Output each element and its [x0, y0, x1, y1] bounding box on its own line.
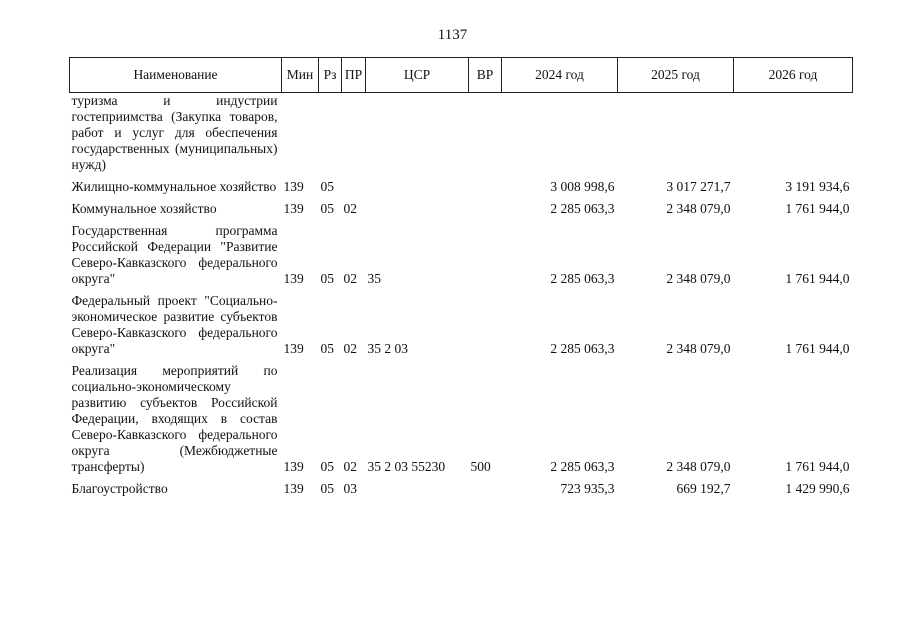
row-csr — [366, 201, 469, 223]
row-name: Благоустройство — [71, 481, 168, 496]
row-rz: 05 — [320, 179, 334, 194]
row-vr — [469, 481, 502, 503]
row-min: 139 — [283, 481, 304, 496]
table-header — [70, 58, 853, 93]
row-vr — [469, 223, 502, 293]
table-row — [70, 179, 853, 201]
table-row — [70, 223, 853, 293]
row-2025 — [618, 93, 734, 180]
row-2024 — [502, 93, 618, 180]
row-2024: 2 285 063,3 — [550, 201, 615, 216]
row-rz: 05 — [320, 201, 334, 216]
row-name: туризма и индустрии гостеприимства (Закупка товаров, работ и услуг для обеспечения государственных (муниципальных) нужд) — [71, 93, 278, 172]
row-csr — [366, 481, 469, 503]
row-2026 — [734, 93, 853, 180]
row-2025: 669 192,7 — [676, 481, 731, 496]
row-2026: 3 191 934,6 — [785, 179, 850, 194]
row-rz: 05 — [320, 341, 334, 356]
row-2025: 2 348 079,0 — [666, 201, 731, 216]
row-min: 139 — [283, 459, 304, 474]
header-min: Мин — [282, 58, 319, 93]
row-2026: 1 761 944,0 — [785, 459, 850, 474]
row-2024: 2 285 063,3 — [550, 271, 615, 286]
row-csr: 35 2 03 — [367, 341, 408, 356]
row-csr — [366, 179, 469, 201]
row-name: Жилищно-коммунальное хозяйство — [71, 179, 277, 194]
row-vr — [469, 201, 502, 223]
row-pr: 02 — [343, 459, 357, 474]
row-name: Федеральный проект "Социально-экономическое развитие субъектов Северо-Кавказского федерального округа" — [71, 293, 278, 356]
row-2024: 3 008 998,6 — [550, 179, 615, 194]
row-2026: 1 761 944,0 — [785, 201, 850, 216]
row-rz — [319, 93, 342, 180]
header-2025: 2025 год — [618, 58, 734, 93]
row-min — [282, 93, 319, 180]
row-name: Коммунальное хозяйство — [71, 201, 217, 216]
row-vr — [469, 179, 502, 201]
row-rz: 05 — [320, 459, 334, 474]
header-vr: ВР — [469, 58, 502, 93]
row-vr — [469, 93, 502, 180]
row-csr: 35 2 03 55230 — [367, 459, 446, 474]
row-vr: 500 — [470, 459, 491, 474]
row-name: Реализация мероприятий по социально-экономическому развитию субъектов Российской Федерации, входящих в состав Северо-Кавказского федерального округа (Межбюджетные трансферты) — [71, 363, 278, 474]
row-min: 139 — [283, 179, 304, 194]
row-rz: 05 — [320, 481, 334, 496]
row-2025: 2 348 079,0 — [666, 341, 731, 356]
row-min: 139 — [283, 271, 304, 286]
header-2026: 2026 год — [734, 58, 853, 93]
table-row — [70, 481, 853, 503]
row-2024: 2 285 063,3 — [550, 459, 615, 474]
page-number: 1137 — [437, 27, 468, 43]
row-pr — [342, 179, 366, 201]
row-2026: 1 761 944,0 — [785, 341, 850, 356]
row-2024: 723 935,3 — [560, 481, 615, 496]
row-min: 139 — [283, 341, 304, 356]
row-2025: 3 017 271,7 — [666, 179, 731, 194]
header-csr: ЦСР — [366, 58, 469, 93]
table-row — [70, 363, 853, 481]
header-pr: ПР — [342, 58, 366, 93]
table-row — [70, 293, 853, 363]
row-pr — [342, 93, 366, 180]
row-vr — [469, 293, 502, 363]
table-row — [70, 93, 853, 180]
row-pr: 02 — [343, 201, 357, 216]
header-rz: Рз — [319, 58, 342, 93]
row-csr: 35 — [367, 271, 381, 286]
row-pr: 02 — [343, 341, 357, 356]
row-pr: 03 — [343, 481, 357, 496]
budget-table — [69, 57, 853, 503]
table-row — [70, 201, 853, 223]
row-2026: 1 761 944,0 — [785, 271, 850, 286]
row-pr: 02 — [343, 271, 357, 286]
table-body — [70, 93, 853, 504]
header-2024: 2024 год — [502, 58, 618, 93]
row-2025: 2 348 079,0 — [666, 271, 731, 286]
row-name: Государственная программа Российской Федерации "Развитие Северо-Кавказского федерального округа" — [71, 223, 278, 286]
row-2024: 2 285 063,3 — [550, 341, 615, 356]
row-csr — [366, 93, 469, 180]
row-2026: 1 429 990,6 — [785, 481, 850, 496]
header-name: Наименование — [70, 58, 282, 93]
row-rz: 05 — [320, 271, 334, 286]
row-min: 139 — [283, 201, 304, 216]
row-2025: 2 348 079,0 — [666, 459, 731, 474]
